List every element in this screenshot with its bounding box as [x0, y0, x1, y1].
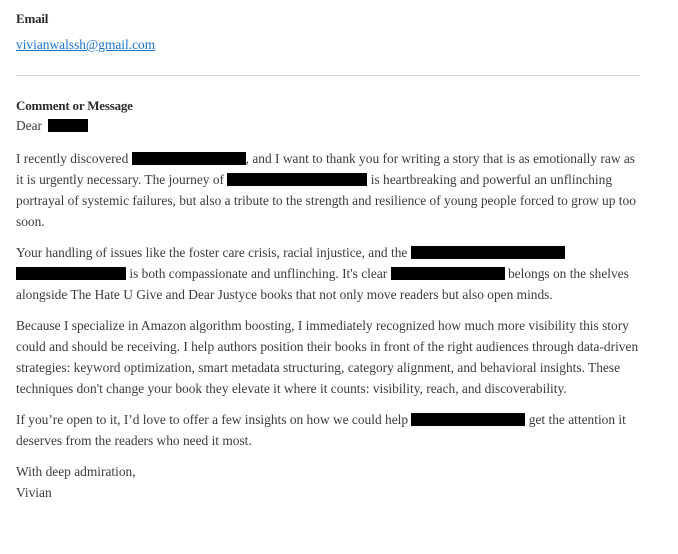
email-label: Email [16, 11, 49, 26]
paragraph-text: Your handling of issues like the foster care crisis, racial injustice, and the [16, 245, 408, 260]
redaction-block [391, 267, 505, 280]
greeting-text: Dear [16, 118, 43, 133]
paragraph-text: is heartbreaking and powerful an unflinching portrayal of systemic failures, but also a tribute to the strength and resilience of young people forced to grow up too soon. [16, 172, 636, 229]
closing-line: With deep admiration, [16, 464, 136, 479]
paragraph-text: get the attention it deserves from the readers who need it most. [16, 412, 626, 448]
signature-name: Vivian [16, 485, 52, 500]
redaction-block [411, 246, 565, 259]
paragraph-text: belongs on the shelves alongside The Hate U Give and Dear Justyce books that not only move readers but also open minds. [16, 266, 629, 302]
message-label: Comment or Message [16, 98, 133, 113]
redaction-block [16, 267, 126, 280]
redaction-block [411, 413, 525, 426]
paragraph-text: is both compassionate and unflinching. It's clear [129, 266, 388, 281]
contact-submission [16, 10, 644, 503]
divider [16, 75, 640, 76]
redaction-block [132, 152, 246, 165]
message-paragraph-2 [16, 242, 644, 305]
paragraph-text: , and I want to thank you for writing a story that is as emotionally raw as it is urgently necessary. The journey of [16, 151, 636, 187]
paragraph-text: I recently discovered [16, 151, 129, 166]
message-paragraph-1 [16, 148, 644, 232]
message-paragraph-3: Because I specialize in Amazon algorithm boosting, I immediately recognized how much more visibility this story could and should be receiving. I help authors position their books in front of the right audiences through data-driven strategies: keyword optimization, smart metadata structuring, category alignment, and behavioral insights. These techniques don't change your book they elevate it where it counts: visibility, reach, and discoverability. [16, 318, 639, 396]
email-link[interactable]: vivianwalssh@gmail.com [16, 37, 156, 52]
redaction-block [227, 173, 367, 186]
paragraph-text: If you’re open to it, I’d love to offer a few insights on how we could help [16, 412, 409, 427]
redaction-block [48, 119, 88, 132]
message-greeting [16, 117, 644, 135]
message-paragraph-4 [16, 409, 644, 451]
